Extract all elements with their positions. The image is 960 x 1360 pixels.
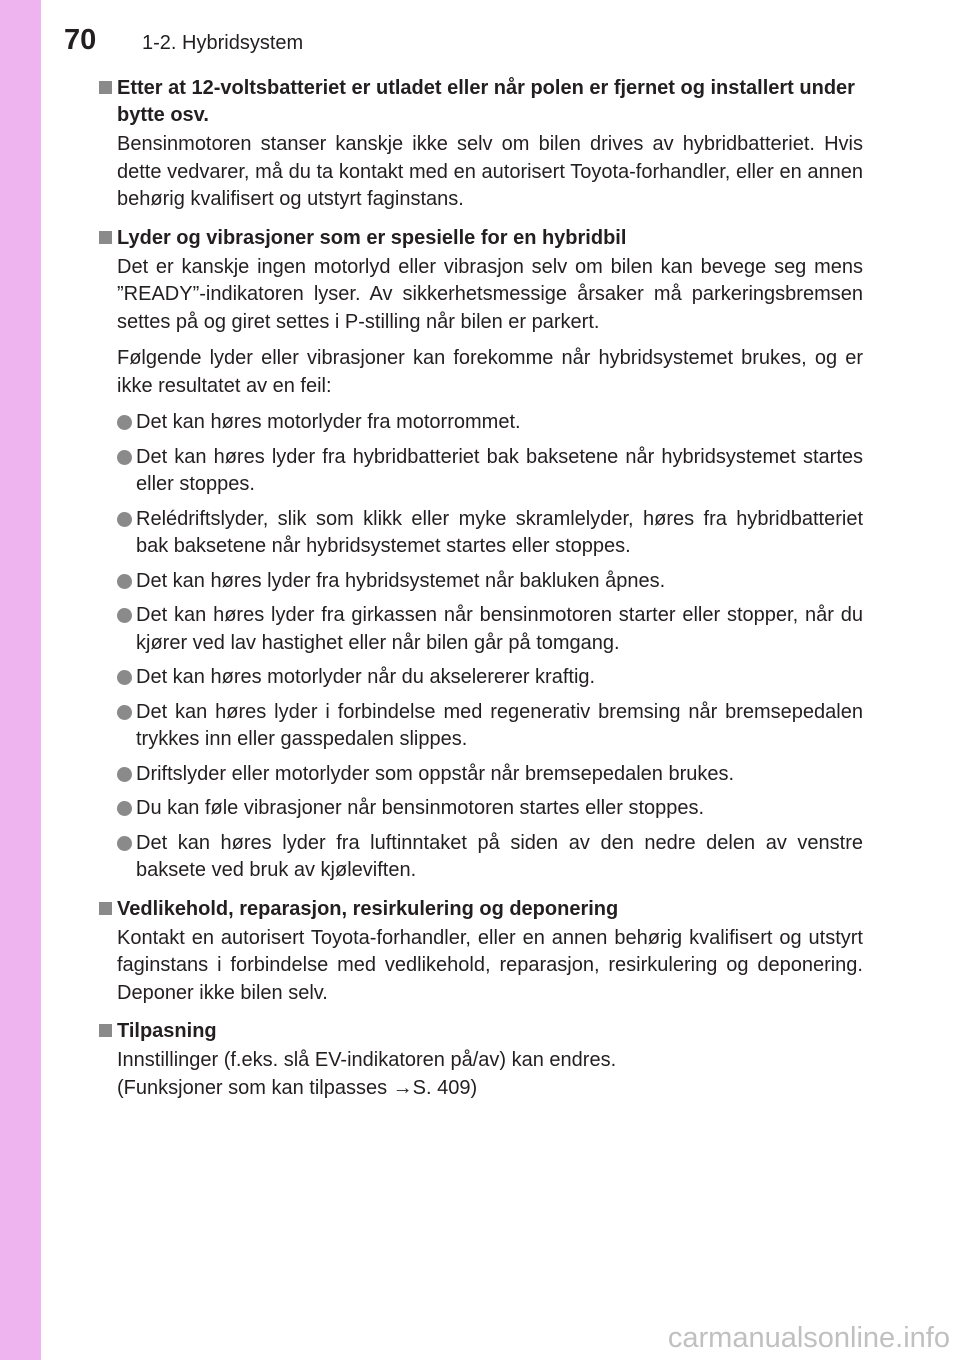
list-item (117, 830, 863, 885)
list-item-text: Det kan høres lyder fra luftinntaket på siden av den nedre delen av venstre baksete ved bruk av kjøleviften. (136, 831, 863, 881)
section-heading-text: Tilpasning (117, 1020, 217, 1042)
paragraph: Kontakt en autorisert Toyota-forhandler, eller en annen behørig kvalifisert og utstyrt faginstans i forbindelse med vedlikehold, reparasjon, resirkulering og deponering. Deponer ikke bilen selv. (117, 926, 863, 1004)
circle-bullet-icon (117, 801, 132, 816)
list-item (117, 409, 863, 437)
circle-bullet-icon (117, 512, 132, 527)
square-bullet-icon (99, 231, 112, 244)
section-heading-text: Etter at 12-voltsbatteriet er utladet eller når polen er fjernet og installert under bytte osv. (117, 77, 855, 126)
list-item-text: Det kan høres lyder fra hybridsystemet når bakluken åpnes. (136, 569, 666, 592)
section-heading-text: Lyder og vibrasjoner som er spesielle for en hybridbil (117, 226, 627, 249)
list-item (117, 664, 863, 692)
circle-bullet-icon (117, 608, 132, 623)
paragraph: Det er kanskje ingen motorlyd eller vibrasjon selv om bilen kan bevege seg mens ”READY”-indikatoren lyser. Av sikkerhetsmessige årsaker må parkeringsbremsen settes på og giret settes i P-stilling når bilen er parkert. (117, 255, 863, 333)
list-item (117, 699, 863, 754)
list-item (117, 444, 863, 499)
list-item-text: Det kan høres lyder fra hybridbatteriet bak baksetene når hybridsystemet startes eller stoppes. (136, 445, 863, 495)
square-bullet-icon (99, 81, 112, 94)
list-item-text: Driftslyder eller motorlyder som oppstår når bremsepedalen brukes. (136, 762, 735, 785)
circle-bullet-icon (117, 415, 132, 430)
circle-bullet-icon (117, 574, 132, 589)
section-heading (97, 1018, 863, 1045)
list-item (117, 795, 863, 823)
circle-bullet-icon (117, 450, 132, 465)
square-bullet-icon (99, 902, 112, 915)
paragraph: Følgende lyder eller vibrasjoner kan forekomme når hybridsystemet brukes, og er ikke resultatet av en feil: (117, 347, 863, 397)
paragraph: Bensinmotoren stanser kanskje ikke selv om bilen drives av hybridbatteriet. Hvis dette vedvarer, må du ta kontakt med en autorisert Toyota-forhandler, eller en annen behørig kvalifisert og utstyrt faginstans. (117, 133, 863, 210)
section-title: 1-2. Hybridsystem (142, 32, 304, 54)
list-item (117, 506, 863, 561)
list-item (117, 602, 863, 657)
page-number: 70 (64, 24, 97, 56)
list-item-text: Det kan høres motorlyder fra motorrommet. (136, 411, 521, 433)
square-bullet-icon (99, 1024, 112, 1037)
list-item-text: Du kan føle vibrasjoner når bensinmotoren startes eller stoppes. (136, 797, 705, 819)
circle-bullet-icon (117, 705, 132, 720)
section-heading (97, 896, 863, 923)
list-item-text: Det kan høres lyder i forbindelse med regenerativ bremsing når bremsepedalen trykkes inn eller gasspedalen slippes. (136, 700, 863, 750)
circle-bullet-icon (117, 767, 132, 782)
page-reference-link[interactable]: (Funksjoner som kan tilpasses →S. 409) (117, 1076, 478, 1099)
bullet-list (97, 409, 863, 885)
circle-bullet-icon (117, 670, 132, 685)
chapter-side-strip (0, 0, 41, 1360)
watermark: carmanualsonline.info (667, 1322, 950, 1354)
section-heading (97, 75, 863, 129)
section-battery (97, 75, 863, 214)
paragraph (97, 1047, 863, 1102)
section-heading-text: Vedlikehold, reparasjon, resirkulering og deponering (117, 897, 619, 920)
list-item (117, 568, 863, 596)
section-maintenance (97, 896, 863, 1008)
text-line: Innstillinger (f.eks. slå EV-indikatoren på/av) kan endres. (117, 1049, 617, 1071)
page-content (97, 75, 863, 1113)
list-item-text: Det kan høres motorlyder når du akselererer kraftig. (136, 666, 596, 688)
list-item (117, 761, 863, 789)
section-customization (97, 1018, 863, 1102)
list-item-text: Det kan høres lyder fra girkassen når bensinmotoren starter eller stopper, når du kjører ved lav hastighet eller når bilen går på tomgang. (136, 604, 863, 654)
circle-bullet-icon (117, 836, 132, 851)
section-heading (97, 225, 863, 252)
section-sounds (97, 225, 863, 885)
list-item-text: Relédriftslyder, slik som klikk eller myke skramlelyder, høres fra hybridbatteriet bak baksetene når hybridsystemet startes eller stoppes. (136, 507, 863, 557)
